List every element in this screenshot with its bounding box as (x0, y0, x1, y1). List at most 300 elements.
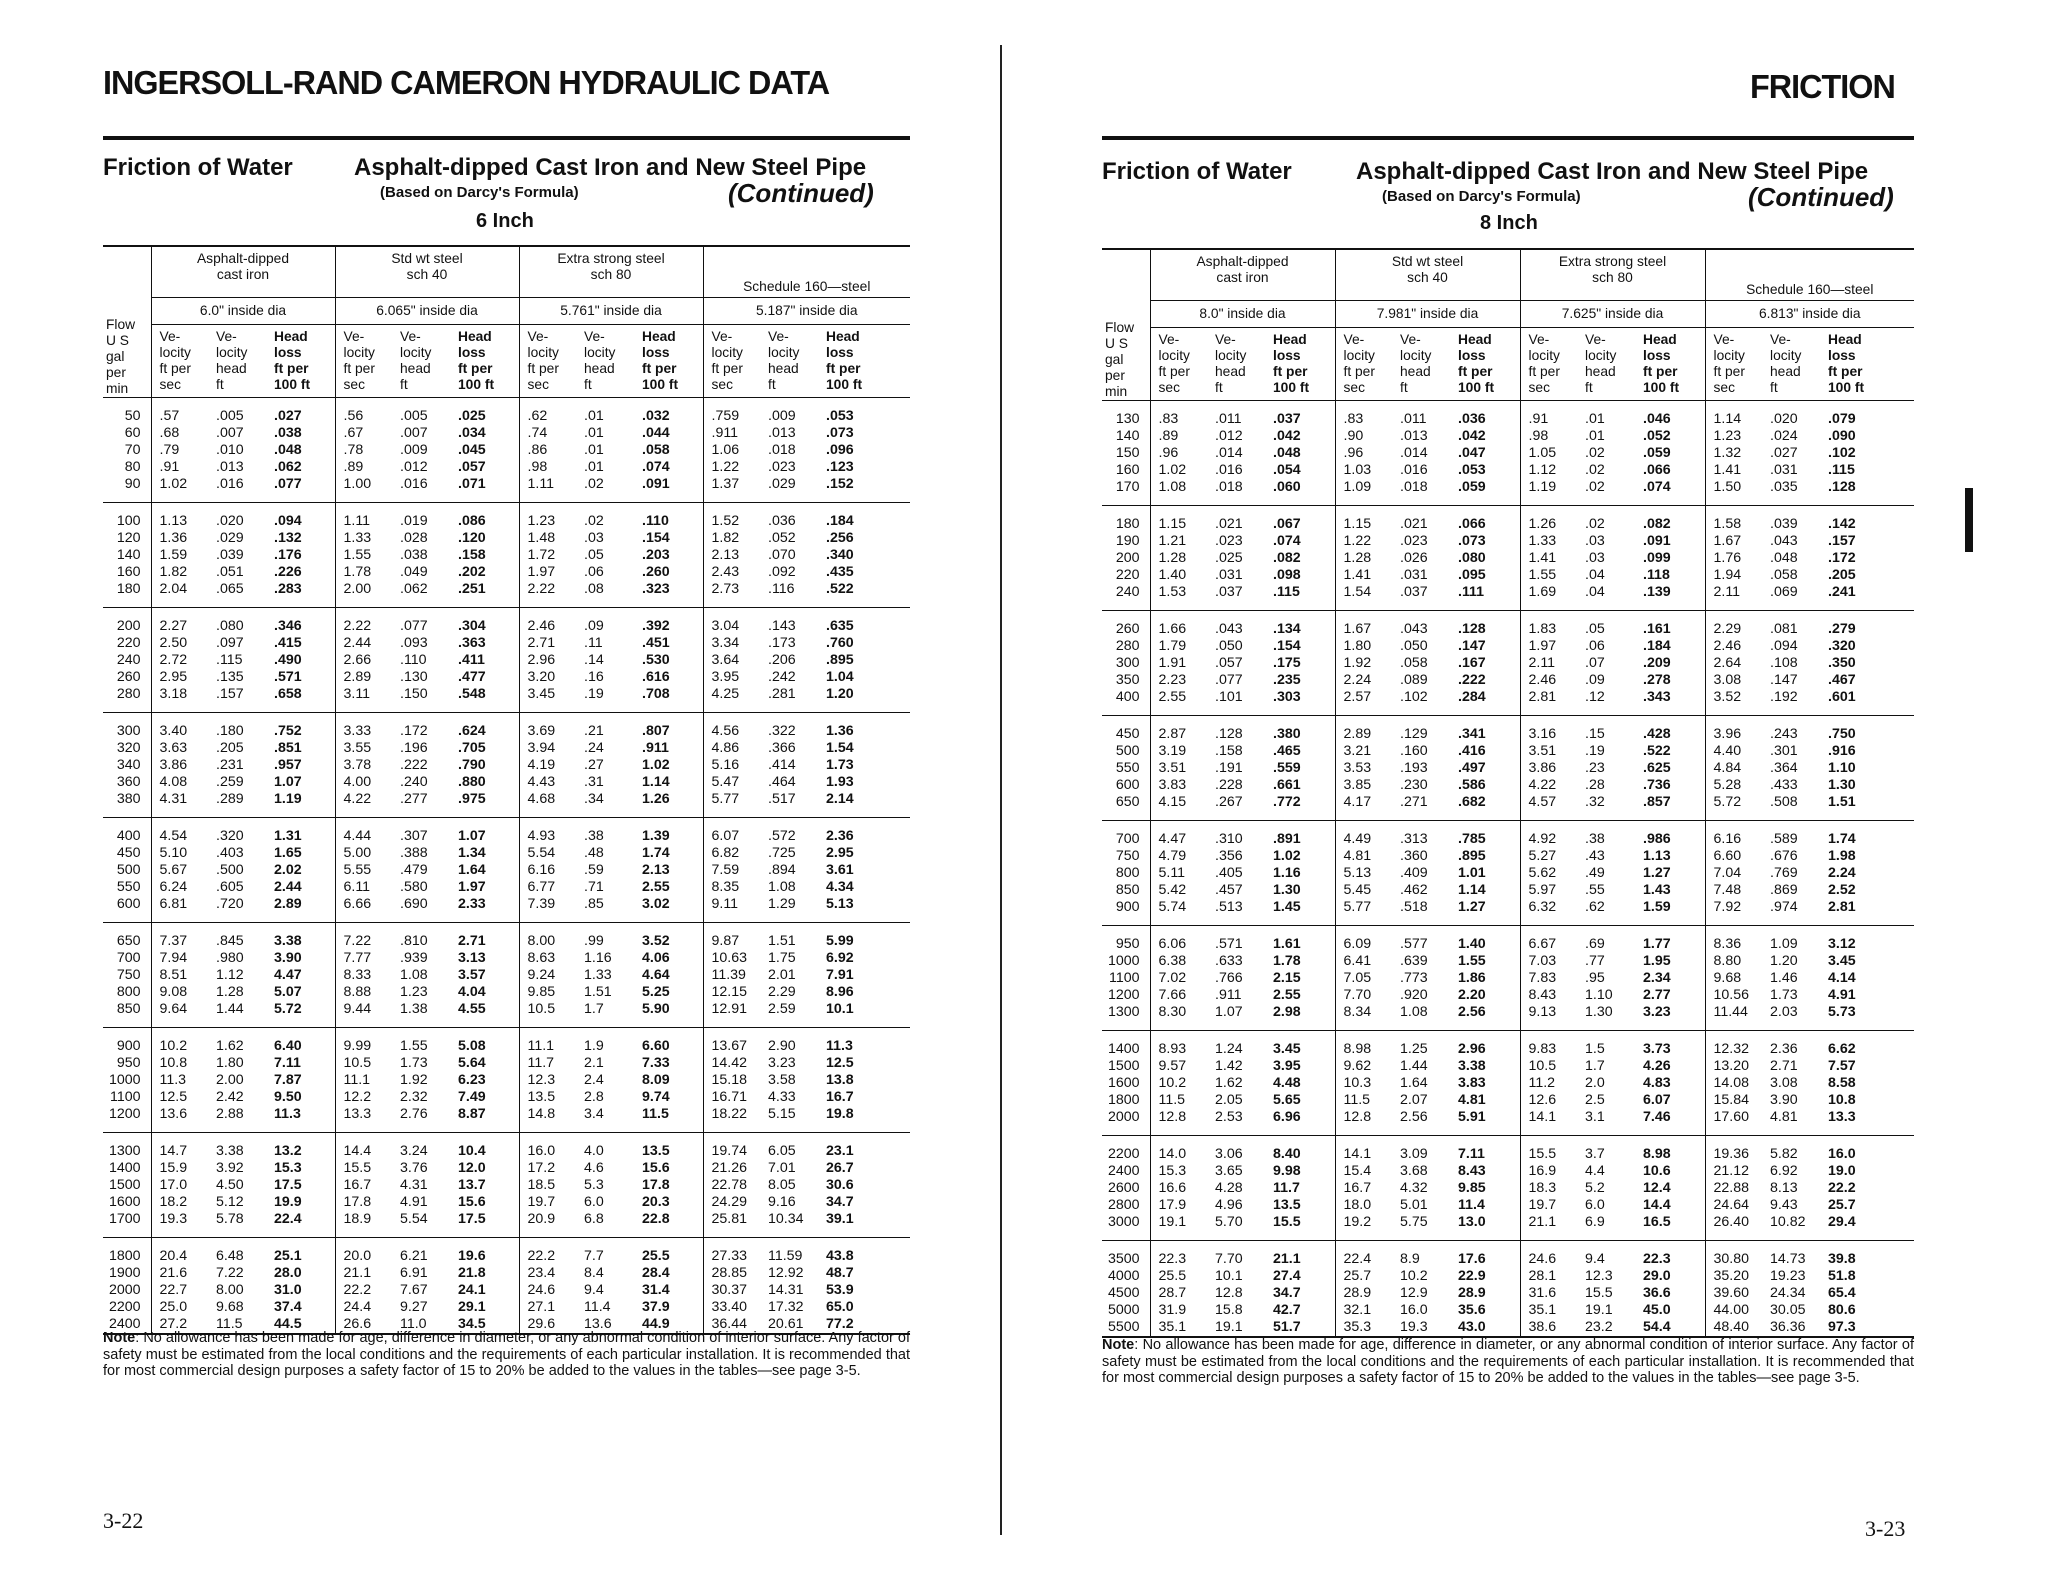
velocity-head-cell: .414 (768, 757, 796, 773)
inside-diameter: 7.625" inside dia (1520, 301, 1705, 328)
velocity-head-cell: .38 (584, 828, 604, 844)
velocity-head-cell: .06 (1585, 638, 1605, 654)
left-page (0, 0, 1000, 1583)
head-loss-cell: .115 (1270, 584, 1335, 611)
velocity-cell: 1.33 (335, 530, 397, 547)
velocity-head-cell: 6.92 (1770, 1163, 1798, 1179)
head-loss-cell: .857 (1640, 794, 1705, 821)
velocity-head-cell: .110 (400, 652, 427, 668)
table-row (103, 757, 910, 774)
velocity-head-cell: .690 (397, 896, 455, 923)
table-row (1102, 1092, 1914, 1109)
velocity-head-cell: .025 (1215, 550, 1243, 566)
velocity-cell: 7.04 (1705, 865, 1767, 882)
head-loss-cell: .152 (823, 476, 910, 503)
velocity-head-cell: .021 (1400, 516, 1428, 532)
velocity-cell: 4.25 (703, 686, 765, 713)
head-loss-cell: 1.07 (274, 774, 302, 790)
velocity-head-cell: .589 (1770, 831, 1798, 847)
header-group-row (1102, 249, 1914, 301)
head-loss-cell: .139 (1640, 584, 1705, 611)
velocity-head-cell: .007 (216, 425, 244, 441)
head-loss-cell: .057 (458, 459, 486, 475)
velocity-head-cell: .108 (1770, 655, 1798, 671)
head-loss-header-line: loss (1828, 348, 1856, 363)
velocity-head-cell: .029 (216, 530, 244, 546)
head-loss-cell: 6.92 (826, 950, 854, 966)
velocity-cell: 14.1 (1520, 1109, 1582, 1136)
velocity-head-cell: .980 (216, 950, 244, 966)
head-loss-cell: .320 (1828, 638, 1856, 654)
velocity-cell: 2.96 (519, 652, 581, 669)
velocity-head-cell: 7.01 (768, 1160, 796, 1176)
velocity-cell: .57 (151, 398, 213, 426)
velocity-cell: 6.66 (335, 896, 397, 923)
velocity-cell: 1.32 (1705, 445, 1767, 462)
flow-cell: 850 (103, 1001, 151, 1028)
head-loss-cell: 3.12 (1828, 936, 1856, 952)
velocity-cell: 10.56 (1705, 987, 1767, 1004)
velocity-cell: .96 (1150, 445, 1212, 462)
velocity-cell: 24.4 (335, 1299, 397, 1316)
flow-header-line: U S (106, 333, 129, 348)
velocity-head-cell: .070 (768, 547, 796, 563)
velocity-cell: 1.15 (1150, 506, 1212, 534)
velocity-head-cell: 3.09 (1400, 1146, 1428, 1162)
brand-header: FRICTION (1750, 68, 1895, 105)
head-loss-cell: 11.7 (1273, 1180, 1300, 1196)
velocity-head-header-line: locity (1400, 348, 1432, 363)
table-row (103, 1194, 910, 1211)
velocity-head-cell: .513 (1212, 899, 1270, 926)
velocity-cell: 5.55 (335, 862, 397, 879)
flow-cell: 800 (1115, 865, 1140, 881)
velocity-head-cell: 1.20 (1770, 953, 1798, 969)
head-loss-cell: 3.95 (1273, 1058, 1301, 1074)
velocity-head-header-line: Ve- (1770, 332, 1791, 347)
velocity-header-line: locity (159, 345, 191, 360)
velocity-head-cell: 12.92 (768, 1265, 804, 1281)
velocity-cell: 3.18 (151, 686, 213, 713)
head-loss-cell: .304 (458, 618, 486, 634)
velocity-cell: 1.91 (1150, 655, 1212, 672)
flow-header (1102, 301, 1150, 401)
velocity-head-cell: .228 (1215, 777, 1243, 793)
flow-cell: 650 (1102, 794, 1150, 821)
velocity-head-cell: 12.3 (1585, 1268, 1613, 1284)
velocity-cell: 4.68 (519, 791, 581, 818)
table-row (1102, 1004, 1914, 1031)
head-loss-cell: .975 (455, 791, 519, 818)
head-loss-cell: 9.85 (1458, 1180, 1486, 1196)
velocity-cell: 1.37 (703, 476, 765, 503)
velocity-head-cell: .71 (584, 879, 604, 895)
velocity-head-cell: .049 (400, 564, 428, 580)
head-loss-cell: .102 (1828, 445, 1856, 461)
flow-cell: 5500 (1102, 1319, 1150, 1337)
table-row (1102, 445, 1914, 462)
velocity-head-cell: 19.23 (1770, 1268, 1806, 1284)
velocity-cell: 15.4 (1335, 1163, 1397, 1180)
velocity-cell: .83 (1150, 401, 1212, 429)
head-loss-header-line: ft per (642, 361, 677, 376)
velocity-head-cell: .010 (216, 442, 244, 458)
velocity-header-line: locity (711, 345, 743, 360)
head-loss-cell: .052 (1643, 428, 1671, 444)
head-loss-cell: .094 (274, 513, 302, 529)
velocity-head-cell: .577 (1400, 936, 1428, 952)
velocity-head-cell: 6.05 (768, 1143, 796, 1159)
head-loss-cell: 2.98 (1270, 1004, 1335, 1031)
velocity-head-cell: .457 (1215, 882, 1243, 898)
note-label: Note (103, 1330, 136, 1346)
head-loss-cell: .115 (1828, 462, 1855, 478)
velocity-header-line: ft per (1158, 364, 1190, 379)
pipe-group-header (519, 246, 703, 298)
table-row (103, 1055, 910, 1072)
velocity-head-cell: .193 (1400, 760, 1428, 776)
velocity-head-cell: 1.29 (765, 896, 823, 923)
table-row (1102, 401, 1914, 429)
velocity-header-line: sec (343, 377, 365, 392)
velocity-cell: .98 (519, 459, 581, 476)
velocity-cell: 1.21 (1150, 533, 1212, 550)
flow-cell: 260 (1115, 621, 1140, 637)
flow-cell: 140 (116, 547, 141, 563)
head-loss-cell: .895 (826, 652, 854, 668)
head-loss-cell: .036 (1458, 411, 1486, 427)
velocity-cell: 1.05 (1520, 445, 1582, 462)
velocity-head-cell: .313 (1400, 831, 1428, 847)
head-loss-cell: .120 (458, 530, 486, 546)
flow-cell: 1500 (1107, 1058, 1140, 1074)
velocity-cell: 5.47 (703, 774, 765, 791)
flow-cell: 1800 (1107, 1092, 1140, 1108)
table-row (1102, 716, 1914, 744)
head-loss-cell: 23.1 (826, 1143, 854, 1159)
velocity-head-cell: .143 (768, 618, 796, 634)
head-loss-cell: 3.61 (826, 862, 854, 878)
head-loss-cell: .091 (639, 476, 703, 503)
head-loss-header-line: 100 ft (1828, 380, 1865, 395)
velocity-head-cell: .035 (1767, 479, 1825, 506)
velocity-head-cell: .403 (216, 845, 244, 861)
table-row (1102, 926, 1914, 954)
velocity-cell: 14.7 (151, 1133, 213, 1161)
velocity-header-line: Ve- (343, 329, 365, 344)
velocity-cell: 12.6 (1520, 1092, 1582, 1109)
velocity-cell: 10.63 (703, 950, 765, 967)
velocity-head-cell: .021 (1215, 516, 1243, 532)
velocity-cell: 48.40 (1705, 1319, 1767, 1337)
flow-cell: 900 (116, 1038, 141, 1054)
velocity-head-header-line: ft (1585, 380, 1593, 395)
flow-cell: 70 (124, 442, 141, 458)
velocity-cell: 26.6 (335, 1316, 397, 1334)
velocity-cell: 4.17 (1335, 794, 1397, 821)
friction-table-6in (103, 245, 910, 1335)
head-loss-cell: 34.5 (455, 1316, 519, 1334)
velocity-cell: 4.56 (703, 713, 765, 741)
velocity-cell: 4.31 (151, 791, 213, 818)
head-loss-cell: 1.04 (826, 669, 854, 685)
table-row (1102, 794, 1914, 821)
flow-cell: 750 (116, 967, 141, 983)
velocity-cell: .91 (151, 459, 213, 476)
velocity-head-cell: .018 (768, 442, 796, 458)
head-loss-cell: 20.3 (642, 1194, 670, 1210)
brand-header: INGERSOLL-RAND CAMERON HYDRAULIC DATA (103, 64, 830, 101)
head-loss-cell: 1.74 (1828, 831, 1856, 847)
velocity-head-cell: .191 (1215, 760, 1243, 776)
velocity-cell: 33.40 (703, 1299, 765, 1316)
head-loss-header-line: 100 ft (458, 377, 495, 392)
head-loss-cell: .303 (1270, 689, 1335, 716)
head-loss-cell: 1.02 (1273, 848, 1301, 864)
velocity-head-cell: 2.07 (1400, 1092, 1428, 1108)
table-row (1102, 1031, 1914, 1059)
head-loss-cell: .256 (826, 530, 854, 546)
head-loss-cell: .048 (1273, 445, 1301, 461)
velocity-head-cell: .281 (765, 686, 823, 713)
flow-cell: 100 (116, 513, 141, 529)
velocity-head-cell: 4.96 (1215, 1197, 1243, 1213)
velocity-cell: 4.43 (519, 774, 581, 791)
velocity-cell: 22.7 (151, 1282, 213, 1299)
velocity-head-cell: .99 (584, 933, 604, 949)
head-loss-cell: 13.5 (642, 1143, 670, 1159)
velocity-cell: 5.77 (1335, 899, 1397, 926)
velocity-cell: 6.38 (1150, 953, 1212, 970)
velocity-header-line: Ve- (1343, 332, 1365, 347)
velocity-head-cell: 3.90 (1770, 1092, 1798, 1108)
table-row (1102, 1058, 1914, 1075)
head-loss-header-line: ft per (1458, 364, 1493, 379)
velocity-head-cell: .01 (584, 408, 604, 424)
head-loss-cell: .167 (1458, 655, 1486, 671)
velocity-head-cell: .464 (768, 774, 796, 790)
head-loss-cell: 4.83 (1643, 1075, 1671, 1091)
flow-cell: 400 (116, 828, 141, 844)
flow-header-line: U S (1105, 336, 1128, 351)
velocity-head-header-line: head (216, 361, 247, 376)
velocity-cell: 6.67 (1520, 926, 1582, 954)
velocity-cell: 22.3 (1150, 1241, 1212, 1269)
head-loss-cell: 5.13 (823, 896, 910, 923)
velocity-head-cell: .38 (1585, 831, 1605, 847)
flow-cell: 160 (1115, 462, 1140, 478)
head-loss-cell: 3.38 (1458, 1058, 1486, 1074)
velocity-head-cell: .005 (216, 408, 244, 424)
velocity-header-line: sec (1343, 380, 1365, 395)
velocity-cell: 4.47 (1150, 821, 1212, 849)
velocity-head-cell: .026 (1400, 550, 1428, 566)
velocity-head-cell: 14.31 (768, 1282, 804, 1298)
velocity-head-cell: .405 (1215, 865, 1243, 881)
velocity-cell: 2.71 (519, 635, 581, 652)
velocity-head-cell: .240 (400, 774, 428, 790)
velocity-cell: 1.09 (1335, 479, 1397, 506)
velocity-cell: 1.48 (519, 530, 581, 547)
velocity-cell: 5.13 (1335, 865, 1397, 882)
head-loss-header-line: Head (274, 329, 308, 344)
velocity-head-cell: 7.67 (400, 1282, 428, 1298)
head-loss-cell: 4.64 (642, 967, 670, 983)
head-loss-cell: 65.4 (1828, 1285, 1856, 1301)
velocity-cell: .62 (519, 398, 581, 426)
velocity-head-cell: .147 (1770, 672, 1798, 688)
table-row (1102, 1241, 1914, 1269)
velocity-cell: 9.68 (1705, 970, 1767, 987)
head-loss-cell: 5.99 (826, 933, 854, 949)
table-row (1102, 1268, 1914, 1285)
head-loss-cell: 51.8 (1828, 1268, 1856, 1284)
head-loss-cell: 1.27 (1643, 865, 1671, 881)
velocity-head-cell: 2.5 (1585, 1092, 1605, 1108)
velocity-cell: .759 (703, 398, 765, 426)
head-loss-cell: 12.0 (458, 1160, 486, 1176)
velocity-header-line: locity (343, 345, 375, 360)
head-loss-cell: 12.5 (826, 1055, 854, 1071)
pipe-group-header (1705, 249, 1914, 301)
velocity-head-cell: .773 (1400, 970, 1428, 986)
head-loss-cell: 44.9 (639, 1316, 703, 1334)
velocity-cell: 20.4 (151, 1238, 213, 1266)
pipe-size: 6 Inch (476, 210, 534, 232)
velocity-head-cell: .014 (1400, 445, 1428, 461)
head-loss-cell: 1.14 (1458, 882, 1486, 898)
head-loss-cell: 36.6 (1643, 1285, 1671, 1301)
velocity-cell: 8.51 (151, 967, 213, 984)
velocity-head-cell: .016 (1400, 462, 1428, 478)
head-loss-cell: .346 (274, 618, 302, 634)
velocity-head-cell: .013 (768, 425, 796, 441)
note-text: : No allowance has been made for age, difference in diameter, or any abnormal condition of interior surface. Any factor of safety must be estimated from the local conditions and the requirements of each particular installation. It is recommended that for most commercial design purposes a safety factor of 15 to 20% be added to the values in the tables—see page 3-5. (103, 1330, 910, 1379)
velocity-cell: 17.60 (1705, 1109, 1767, 1136)
head-loss-cell: .032 (642, 408, 670, 424)
velocity-cell: 6.24 (151, 879, 213, 896)
velocity-head-cell: 1.12 (216, 967, 244, 983)
velocity-head-cell: .019 (400, 513, 428, 529)
velocity-head-cell: 1.09 (1770, 936, 1798, 952)
head-loss-cell: 5.07 (274, 984, 302, 1000)
velocity-cell: 25.0 (151, 1299, 213, 1316)
velocity-head-cell: .28 (1585, 777, 1605, 793)
head-loss-cell: 22.3 (1643, 1251, 1671, 1267)
velocity-head-cell: 2.4 (584, 1072, 604, 1088)
velocity-head-cell: .039 (1770, 516, 1798, 532)
velocity-head-cell: .172 (400, 723, 428, 739)
head-loss-cell: 8.98 (1643, 1146, 1671, 1162)
head-loss-cell: 27.4 (1273, 1268, 1301, 1284)
head-loss-cell: 17.5 (455, 1211, 519, 1238)
head-loss-cell: .074 (1273, 533, 1301, 549)
table-row (103, 503, 910, 531)
velocity-header-line: sec (711, 377, 733, 392)
velocity-head-cell: .009 (400, 442, 428, 458)
velocity-head-cell: .62 (1582, 899, 1640, 926)
velocity-head-cell: .259 (216, 774, 244, 790)
velocity-cell: 3.04 (703, 608, 765, 636)
velocity-cell: 3.69 (519, 713, 581, 741)
velocity-head-cell: .09 (584, 618, 604, 634)
head-loss-cell: 42.7 (1273, 1302, 1301, 1318)
table-row (1102, 567, 1914, 584)
velocity-cell: 7.92 (1705, 899, 1767, 926)
head-loss-cell: .158 (458, 547, 486, 563)
velocity-head-cell: 3.4 (581, 1106, 639, 1133)
velocity-cell: 31.9 (1150, 1302, 1212, 1319)
velocity-cell: 27.33 (703, 1238, 765, 1266)
head-loss-cell: 28.4 (642, 1265, 670, 1281)
head-loss-cell: 11.3 (271, 1106, 335, 1133)
table-row (103, 398, 910, 426)
velocity-head-cell: .115 (216, 652, 243, 668)
velocity-head-cell: .077 (400, 618, 428, 634)
flow-cell: 140 (1115, 428, 1140, 444)
right-page (1000, 0, 2048, 1583)
velocity-cell: 1.11 (335, 503, 397, 531)
velocity-head-header-line: locity (1585, 348, 1617, 363)
velocity-cell: 28.7 (1150, 1285, 1212, 1302)
flow-cell: 180 (1115, 516, 1140, 532)
velocity-cell: 4.15 (1150, 794, 1212, 821)
head-loss-cell: 22.4 (271, 1211, 335, 1238)
flow-cell: 350 (1115, 672, 1140, 688)
velocity-cell: 1.97 (519, 564, 581, 581)
velocity-head-cell: .07 (1585, 655, 1605, 671)
velocity-cell: 9.11 (703, 896, 765, 923)
flow-header (103, 298, 151, 398)
flow-cell: 2200 (108, 1299, 141, 1315)
velocity-head-cell: .016 (1215, 462, 1243, 478)
head-loss-cell: .184 (826, 513, 854, 529)
velocity-head-cell: .11 (584, 635, 603, 651)
head-loss-cell: 21.8 (458, 1265, 486, 1281)
velocity-cell: 36.44 (703, 1316, 765, 1334)
table-row (1102, 428, 1914, 445)
velocity-head-cell: .009 (768, 408, 796, 424)
velocity-head-cell: .037 (1212, 584, 1270, 611)
velocity-cell: 1.41 (1705, 462, 1767, 479)
page-number: 3-22 (103, 1508, 144, 1533)
velocity-cell: 7.66 (1150, 987, 1212, 1004)
velocity-head-cell: 3.58 (768, 1072, 796, 1088)
head-loss-cell: .059 (1643, 445, 1671, 461)
velocity-cell: 1.79 (1150, 638, 1212, 655)
velocity-head-cell: .580 (400, 879, 428, 895)
velocity-cell: 5.54 (519, 845, 581, 862)
velocity-cell: .74 (519, 425, 581, 442)
velocity-cell: 7.02 (1150, 970, 1212, 987)
inside-diameter: 6.813" inside dia (1705, 301, 1914, 328)
head-loss-cell: .128 (1458, 621, 1486, 637)
flow-cell: 1600 (108, 1194, 141, 1210)
head-loss-cell: .059 (1455, 479, 1520, 506)
velocity-cell: 6.07 (703, 818, 765, 846)
velocity-head-cell: .845 (216, 933, 244, 949)
head-loss-cell: .284 (1455, 689, 1520, 716)
head-loss-cell: 2.33 (455, 896, 519, 923)
velocity-cell: 1.33 (1520, 533, 1582, 550)
velocity-head-cell: 8.13 (1770, 1180, 1798, 1196)
head-loss-cell: .202 (458, 564, 486, 580)
flow-cell: 700 (1115, 831, 1140, 847)
velocity-head-cell: .028 (400, 530, 428, 546)
velocity-cell: .56 (335, 398, 397, 426)
velocity-cell: 1.02 (151, 476, 213, 503)
velocity-head-cell: .230 (1400, 777, 1428, 793)
